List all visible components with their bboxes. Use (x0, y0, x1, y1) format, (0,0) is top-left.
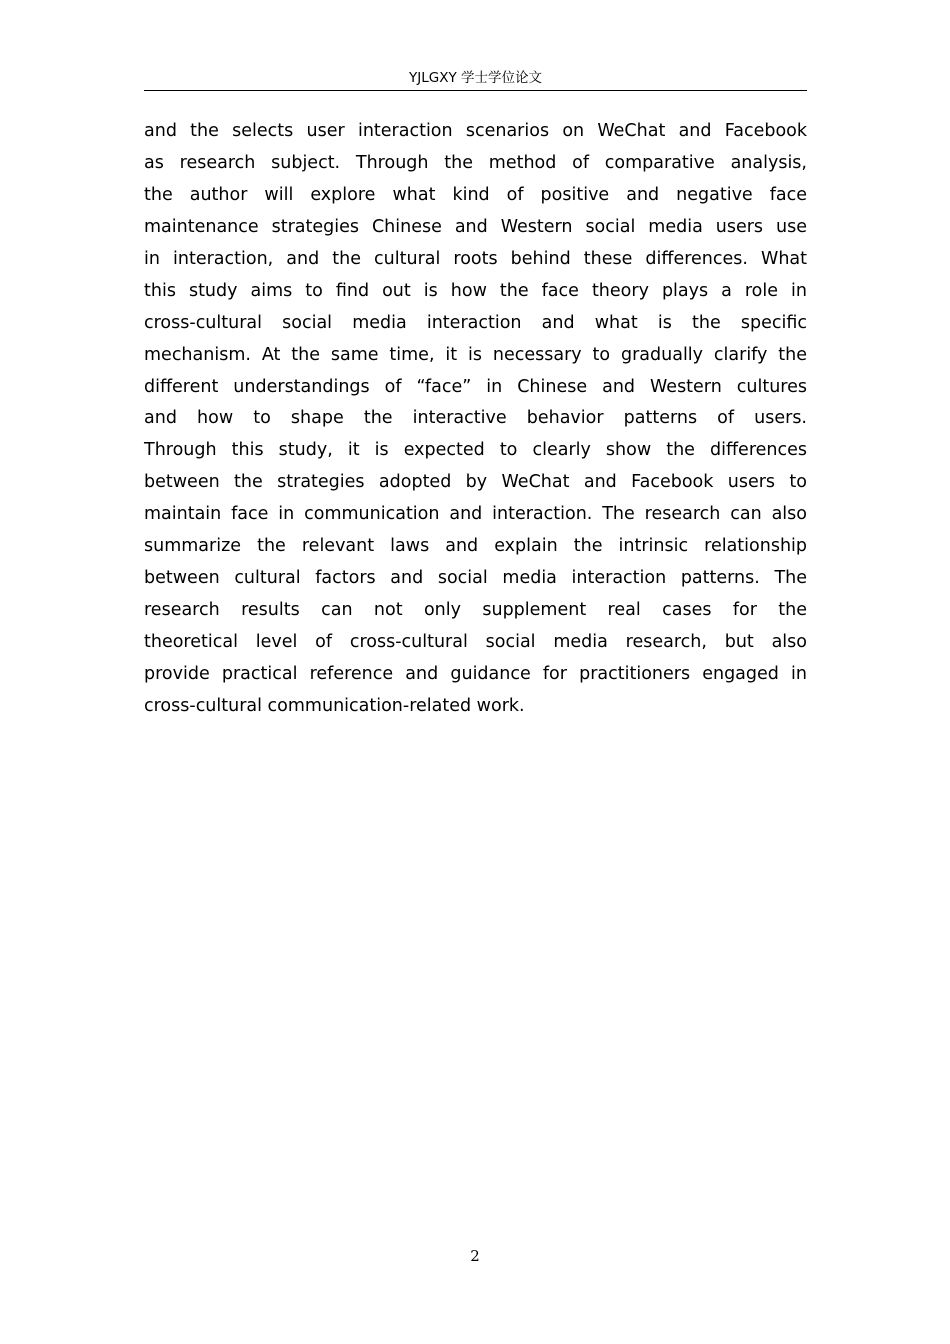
paragraph-line: and how to shape the interactive behavior patterns of users. (144, 408, 807, 429)
paragraph-line: maintain face in communication and interaction. The research can also (144, 504, 807, 525)
page-header (144, 66, 807, 91)
paragraph-line: Through this study, it is expected to clearly show the differences (144, 440, 807, 461)
paragraph-line: summarize the relevant laws and explain the intrinsic relationship (144, 536, 807, 557)
paragraph-line: the author will explore what kind of positive and negative face (144, 184, 807, 205)
body-paragraph (144, 116, 807, 723)
paragraph-line: as research subject. Through the method of comparative analysis, (144, 152, 807, 173)
paragraph-line: cross-cultural communication-related work. (144, 695, 525, 716)
paragraph-line: between the strategies adopted by WeChat and Facebook users to (144, 472, 807, 493)
paragraph-line: mechanism. At the same time, it is necessary to gradually clarify the (144, 344, 807, 365)
paragraph-line: cross-cultural social media interaction and what is the specific (144, 312, 807, 333)
paragraph-line: research results can not only supplement real cases for the (144, 600, 807, 621)
paragraph-line: maintenance strategies Chinese and Western social media users use (144, 216, 807, 237)
paragraph-line: and the selects user interaction scenarios on WeChat and Facebook (144, 121, 807, 141)
paragraph-line: in interaction, and the cultural roots behind these differences. What (144, 248, 807, 269)
header-title: YJLGXY 学士学位论文 (409, 70, 542, 86)
page-number: 2 (470, 1247, 480, 1265)
paragraph-line: between cultural factors and social media interaction patterns. The (144, 568, 807, 589)
paragraph-line: this study aims to find out is how the face theory plays a role in (144, 280, 807, 301)
paragraph-line: different understandings of “face” in Chinese and Western cultures (144, 376, 807, 397)
paragraph-line: theoretical level of cross-cultural social media research, but also (144, 632, 807, 652)
paragraph-line: provide practical reference and guidance for practitioners engaged in (144, 663, 807, 684)
